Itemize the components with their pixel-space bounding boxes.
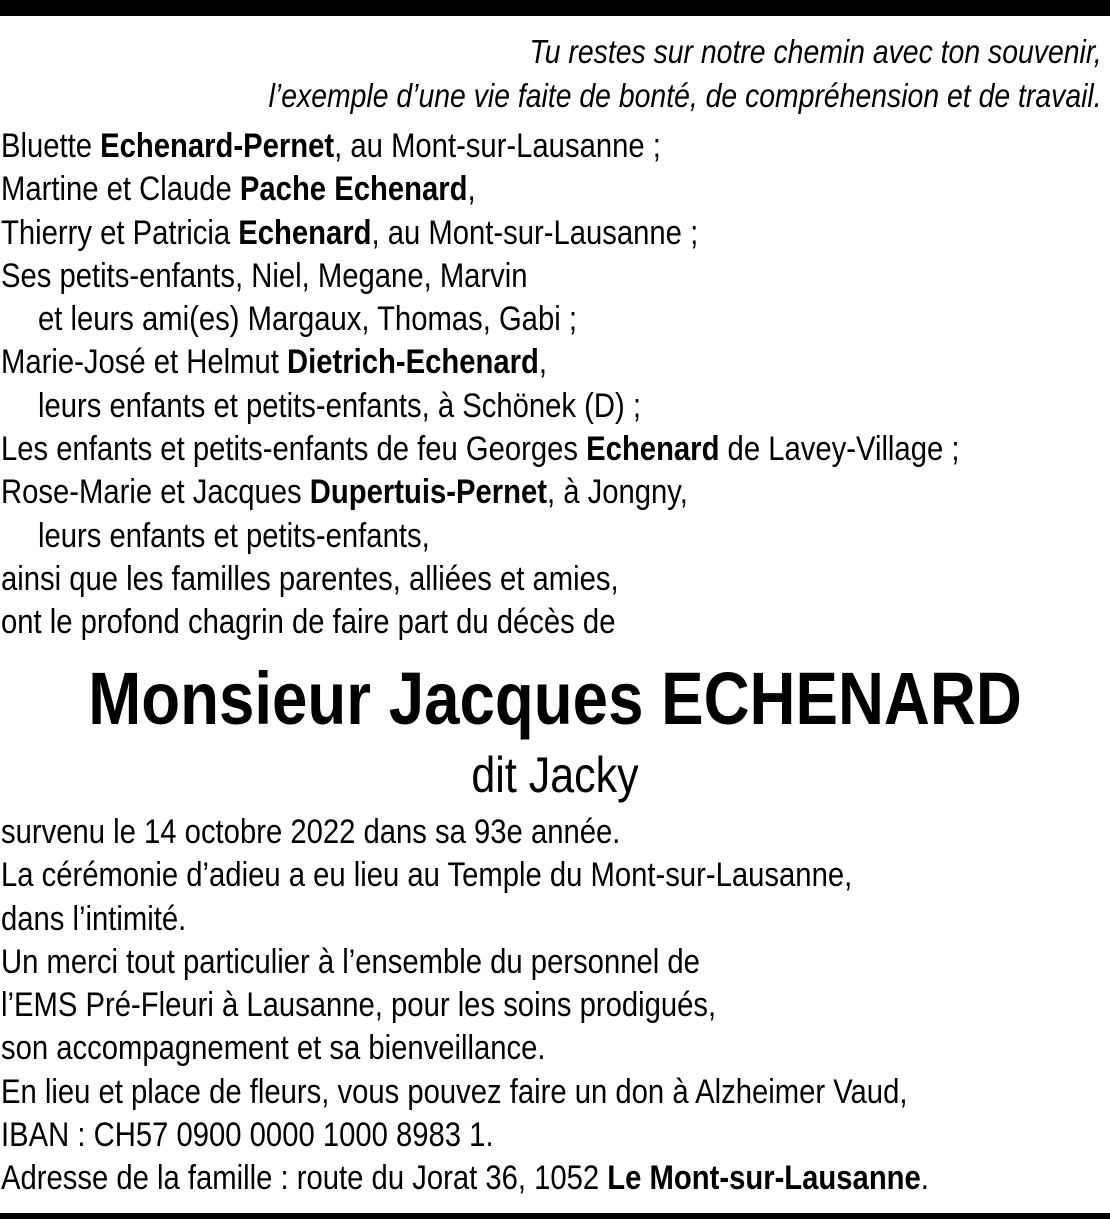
- deceased-nickname: dit Jacky: [471, 747, 639, 803]
- family-line-6: Marie-José et Helmut Dietrich-Echenard,: [1, 343, 547, 382]
- closing-line-3: dans l’intimité.: [1, 899, 187, 938]
- closing-line-6: son accompagnement et sa bienveillance.: [1, 1029, 546, 1068]
- family-line-1: Bluette Echenard-Pernet, au Mont-sur-Lausanne ;: [1, 127, 661, 165]
- family-line-4: Ses petits-enfants, Niel, Megane, Marvin: [1, 256, 528, 295]
- family-surname: Pache Echenard: [239, 170, 468, 209]
- family-surname: Dietrich-Echenard: [286, 343, 539, 382]
- family-surname: Echenard: [238, 213, 372, 252]
- epigraph-line-1: Tu restes sur notre chemin avec ton souvenir,: [529, 33, 1102, 70]
- epigraph-line-2: l’exemple d’une vie faite de bonté, de compréhension et de travail.: [268, 77, 1102, 114]
- closing-text: [1, 811, 929, 1201]
- deceased-name: Monsieur Jacques ECHENARD: [88, 657, 1022, 740]
- family-list: [1, 125, 959, 645]
- closing-line-4: Un merci tout particulier à l’ensemble du personnel de: [1, 942, 700, 981]
- family-line-10: leurs enfants et petits-enfants,: [37, 516, 430, 555]
- family-line-11: ainsi que les familles parentes, alliées et amies,: [1, 559, 619, 598]
- family-line-3: Thierry et Patricia Echenard, au Mont-sur-Lausanne ;: [1, 213, 699, 252]
- closing-line-8: IBAN : CH57 0900 0000 1000 8983 1.: [1, 1116, 494, 1155]
- closing-line-2: La cérémonie d’adieu a eu lieu au Temple du Mont-sur-Lausanne,: [1, 856, 853, 895]
- family-line-2: Martine et Claude Pache Echenard,: [1, 170, 476, 209]
- closing-line-7: En lieu et place de fleurs, vous pouvez faire un don à Alzheimer Vaud,: [1, 1072, 908, 1111]
- family-line-5: et leurs ami(es) Margaux, Thomas, Gabi ;: [37, 300, 577, 339]
- family-address-town: Le Mont-sur-Lausanne: [607, 1159, 921, 1198]
- bottom-border-rule: [0, 1213, 1110, 1219]
- family-line-7: leurs enfants et petits-enfants, à Schönek (D) ;: [37, 386, 641, 425]
- family-line-12: ont le profond chagrin de faire part du décès de: [1, 603, 616, 642]
- family-surname: Echenard-Pernet: [100, 127, 335, 165]
- family-line-9: Rose-Marie et Jacques Dupertuis-Pernet, à Jongny,: [1, 473, 688, 512]
- closing-line-1: survenu le 14 octobre 2022 dans sa 93e année.: [1, 813, 621, 851]
- family-line-8: Les enfants et petits-enfants de feu Georges Echenard de Lavey-Village ;: [1, 430, 960, 469]
- epigraph: [269, 30, 1102, 118]
- closing-line-5: l’EMS Pré-Fleuri à Lausanne, pour les soins prodigués,: [1, 986, 717, 1025]
- family-surname: Dupertuis-Pernet: [309, 473, 547, 512]
- top-border-rule: [0, 0, 1110, 16]
- closing-line-9: Adresse de la famille : route du Jorat 36, 1052 Le Mont-sur-Lausanne.: [1, 1159, 929, 1198]
- family-surname: Echenard: [586, 430, 720, 469]
